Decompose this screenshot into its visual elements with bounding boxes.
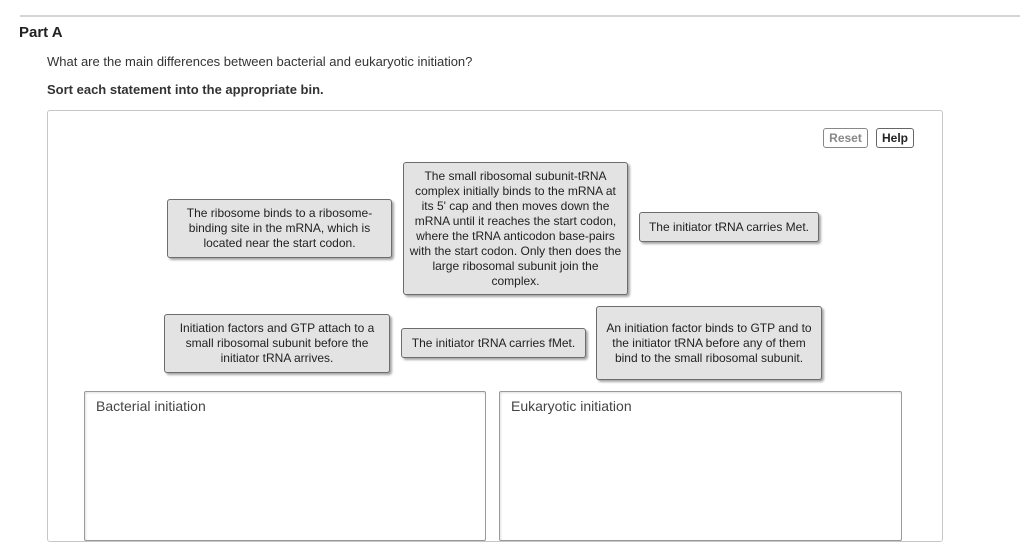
- question-text: What are the main differences between bacterial and eukaryotic initiation?: [47, 54, 473, 69]
- statement-card-5prime-cap-scanning[interactable]: The small ribosomal subunit-tRNA complex initially binds to the mRNA at its 5' cap and then moves down the mRNA until it reaches the start codon, where the tRNA anticodon base-pairs with the start codon. Only then does the large ribosomal subunit join the complex.: [403, 162, 628, 295]
- statement-card-initiator-fmet[interactable]: The initiator tRNA carries fMet.: [401, 328, 586, 358]
- reset-button[interactable]: Reset: [823, 128, 868, 148]
- part-title: Part A: [19, 24, 63, 41]
- statement-card-factors-gtp-small-subunit[interactable]: Initiation factors and GTP attach to a small ribosomal subunit before the initiator tRNA arrives.: [164, 314, 390, 373]
- bin-eukaryotic-initiation[interactable]: [499, 391, 902, 541]
- statement-card-ribosome-binding-site[interactable]: The ribosome binds to a ribosome-binding site in the mRNA, which is located near the start codon.: [167, 199, 392, 258]
- instruction-text: Sort each statement into the appropriate bin.: [47, 82, 324, 97]
- statement-card-factor-gtp-initiator[interactable]: An initiation factor binds to GTP and to the initiator tRNA before any of them bind to the small ribosomal subunit.: [596, 306, 822, 380]
- top-divider: [20, 15, 1020, 17]
- statement-card-initiator-met[interactable]: The initiator tRNA carries Met.: [639, 212, 819, 242]
- bin-label-bacterial: Bacterial initiation: [88, 395, 216, 416]
- bin-bacterial-initiation[interactable]: [84, 391, 486, 541]
- bin-label-eukaryotic: Eukaryotic initiation: [503, 395, 642, 416]
- help-button[interactable]: Help: [876, 128, 914, 148]
